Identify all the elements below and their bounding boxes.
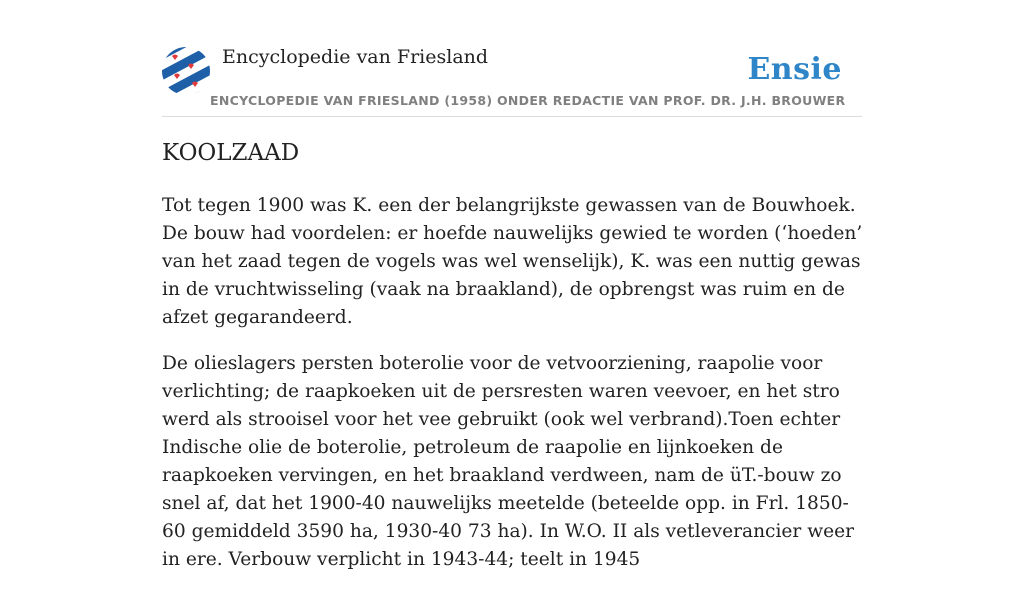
frisian-flag-logo-icon[interactable] xyxy=(162,47,210,95)
site-header xyxy=(162,44,862,117)
article-body xyxy=(162,192,868,592)
encyclopedia-subtitle: ENCYCLOPEDIE VAN FRIESLAND (1958) ONDER REDACTIE VAN PROF. DR. J.H. BROUWER xyxy=(210,93,846,108)
article-title: KOOLZAAD xyxy=(162,140,300,166)
site-title[interactable]: Encyclopedie van Friesland xyxy=(222,46,489,68)
ensie-brand-logo[interactable]: Ensie xyxy=(747,52,842,87)
article-paragraph: Tot tegen 1900 was K. een der belangrijkste gewassen van de Bouwhoek. De bouw had voordelen: er hoefde nauwelijks gewied te worden (‘hoeden’ van het zaad tegen de vogels was wel wenselijk), K. was een nuttig gewas in de vruchtwisseling (vaak na braakland), de opbrengst was ruim en de afzet gegarandeerd. xyxy=(162,195,863,328)
article-paragraph: De olieslagers persten boterolie voor de vetvoorziening, raapolie voor verlichting; de raapkoeken uit de persresten waren veevoer, en het stro werd als strooisel voor het vee gebruikt (ook wel verbrand).Toen echter Indische olie de boterolie, petroleum de raapolie en lijnkoeken de raapkoeken vervingen, en het braakland verdween, nam de üT.-bouw zo snel af, dat het 1900-40 nauwelijks meetelde (beteelde opp. in Frl. 1850-60 gemiddeld 3590 ha, 1930-40 73 ha). In W.O. II als vetleverancier weer in ere. Verbouw verplicht in 1943-44; teelt in 1945 xyxy=(162,353,855,570)
